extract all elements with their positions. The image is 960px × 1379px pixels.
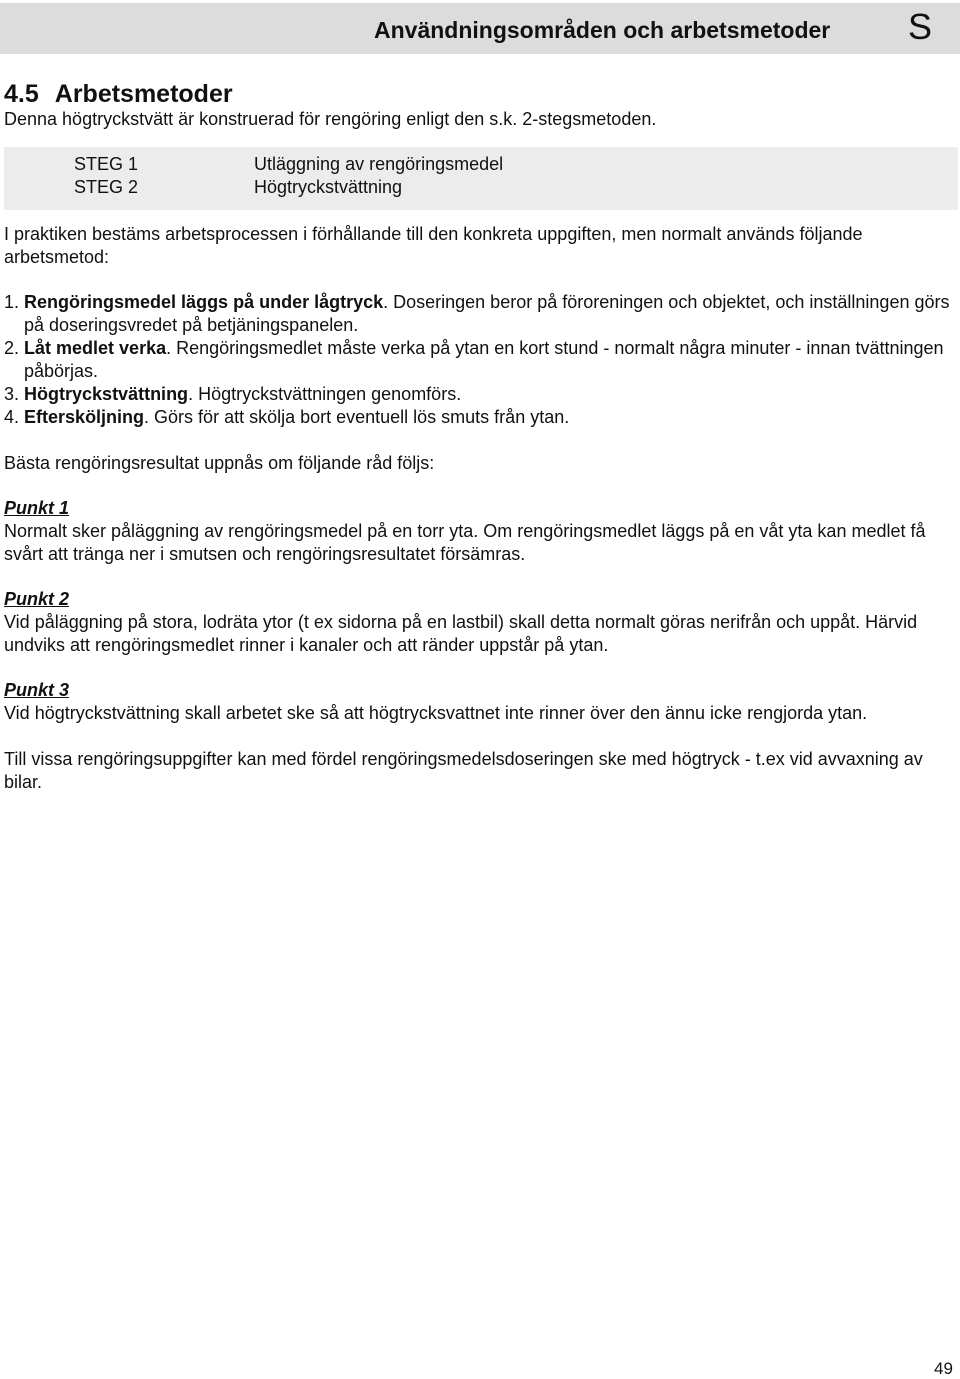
step-description: Högtryckstvättning: [254, 177, 403, 197]
point-text: Vid påläggning på stora, lodräta ytor (t ex sidorna på en lastbil) skall detta normalt göras nerifrån och uppåt. Härvid undviks att rengöringsmedlet rinner i kanaler och att ränder uppstår på ytan.: [4, 612, 918, 655]
method-item: [4, 337, 958, 383]
method-list: [4, 291, 958, 429]
method-item: [4, 291, 958, 337]
language-letter: S: [908, 6, 933, 47]
point-title: Punkt 1: [4, 498, 70, 518]
section-heading: [4, 80, 233, 109]
section-title: Arbetsmetoder: [54, 80, 233, 108]
point-block: [4, 588, 958, 657]
method-item: [4, 383, 958, 406]
practice-text: I praktiken bestäms arbetsprocessen i förhållande till den konkreta uppgiften, men normalt används följande arbetsmetod:: [4, 224, 863, 267]
intro-text: Denna högtryckstvätt är konstruerad för rengöring enligt den s.k. 2-stegsmetoden.: [4, 109, 657, 129]
method-number: 2.: [4, 338, 20, 358]
method-text: . Görs för att skölja bort eventuell lös smuts från ytan.: [144, 407, 570, 427]
method-number: 4.: [4, 407, 20, 427]
point-title: Punkt 3: [4, 680, 70, 700]
step-description: Utläggning av rengöringsmedel: [254, 154, 504, 174]
point-block: [4, 679, 958, 725]
method-item: [4, 406, 958, 429]
point-text: Vid högtryckstvättning skall arbetet ske så att högtrycksvattnet inte rinner över den ännu icke rengjorda ytan.: [4, 703, 868, 723]
method-text: . Högtryckstvättningen genomförs.: [188, 384, 462, 404]
step-row: [4, 176, 958, 199]
steps-table: [4, 147, 958, 210]
method-number: 3.: [4, 384, 20, 404]
method-text: . Rengöringsmedlet måste verka på ytan en kort stund - normalt några minuter - innan tvättningen påbörjas.: [24, 338, 944, 381]
tips-intro: Bästa rengöringsresultat uppnås om följande råd följs:: [4, 453, 435, 473]
method-text: . Doseringen beror på föroreningen och objektet, och inställningen görs på doseringsvredet på betjäningspanelen.: [24, 292, 950, 335]
step-label: STEG 2: [74, 177, 139, 197]
step-label: STEG 1: [74, 154, 139, 174]
header-title: Användningsområden och arbetsmetoder: [374, 17, 831, 43]
method-title: Eftersköljning: [24, 407, 145, 427]
closing-text: Till vissa rengöringsuppgifter kan med fördel rengöringsmedelsdoseringen ske med högtryck - t.ex vid avvaxning av bilar.: [4, 749, 923, 792]
point-text: Normalt sker påläggning av rengöringsmedel på en torr yta. Om rengöringsmedlet läggs på en våt yta kan medlet få svårt att tränga ner i smutsen och rengöringsresultatet försämras.: [4, 521, 926, 564]
section-number: 4.5: [4, 80, 39, 108]
method-title: Låt medlet verka: [24, 338, 167, 358]
step-row: [4, 153, 958, 176]
point-block: [4, 497, 958, 566]
method-number: 1.: [4, 292, 20, 312]
method-title: Rengöringsmedel läggs på under lågtryck: [24, 292, 384, 312]
page-number: 49: [934, 1359, 953, 1378]
method-title: Högtryckstvättning: [24, 384, 189, 404]
point-title: Punkt 2: [4, 589, 70, 609]
